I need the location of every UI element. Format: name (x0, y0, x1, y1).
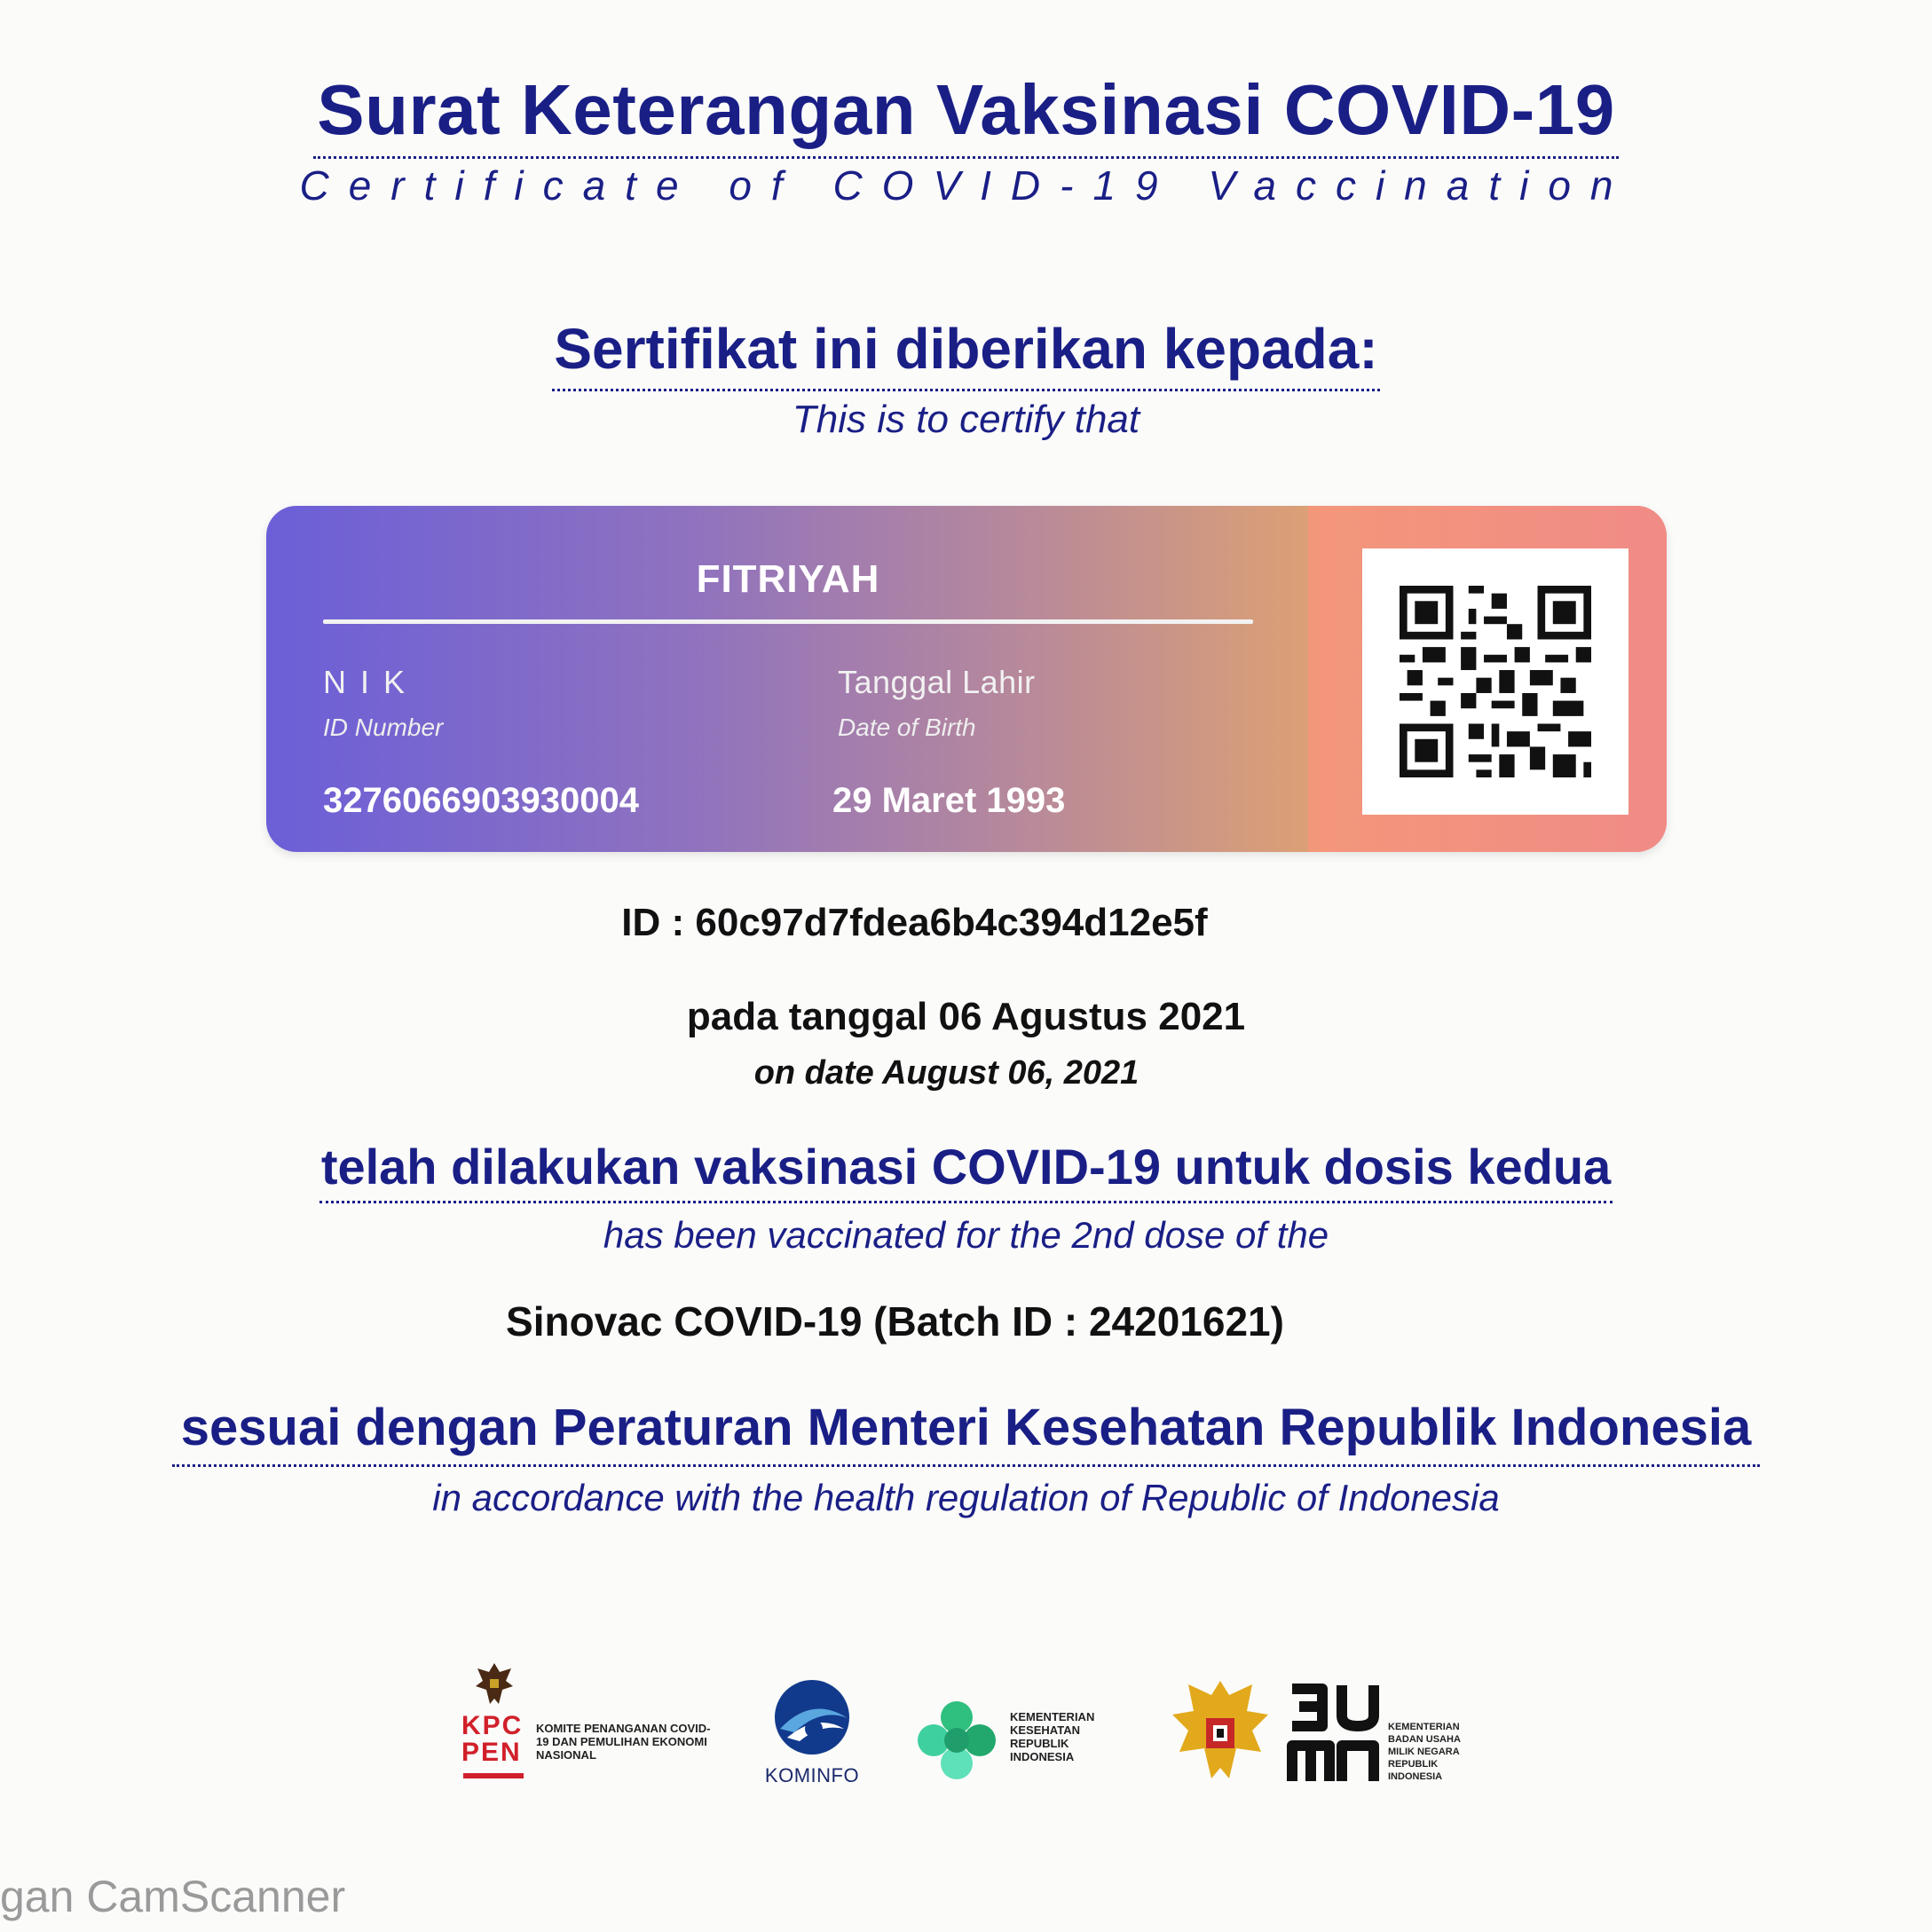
kemenkes-logo (914, 1691, 1118, 1788)
certificate-subtitle: Certificate of COVID-19 Vaccination (299, 162, 1633, 209)
vaccination-date-en: on date August 06, 2021 (753, 1054, 1139, 1092)
kpcpen-underline (463, 1773, 524, 1778)
bumn-text: KEMENTERIAN BADAN USAHA MILIK NEGARA REPUBLIK INDONESIA (1388, 1722, 1461, 1782)
kominfo-text: KOMINFO (764, 1764, 860, 1786)
holder-name: FITRIYAH (696, 557, 880, 601)
vaccination-statement: telah dilakukan vaksinasi COVID-19 untuk dosis kedua (319, 1138, 1613, 1203)
identity-card (266, 506, 1667, 852)
nik-label: N I K (323, 664, 408, 700)
dob-label: Tanggal Lahir (838, 664, 1036, 700)
kpcpen-text: KOMITE PENANGANAN COVID-19 DAN PEMULIHAN EKONOMI NASIONAL (536, 1722, 711, 1762)
bumn-icon (1287, 1682, 1384, 1785)
vaccine-batch: Sinovac COVID-19 (Batch ID : 24201621) (506, 1298, 1284, 1345)
dob-label-en: Date of Birth (838, 714, 976, 741)
dob-value: 29 Maret 1993 (832, 781, 1066, 820)
certify-heading: Sertifikat ini diberikan kepada: (552, 316, 1379, 391)
certify-heading-en: This is to certify that (792, 398, 1140, 441)
kemenkes-text: KEMENTERIAN KESEHATAN REPUBLIK INDONESIA (1010, 1710, 1095, 1763)
vaccination-date: pada tanggal 06 Agustus 2021 (686, 995, 1246, 1038)
kpcpen-logo (461, 1660, 719, 1793)
nik-value: 3276066903930004 (323, 781, 639, 820)
qr-code-frame (1362, 548, 1628, 815)
name-divider (323, 619, 1253, 624)
scanner-watermark: gan CamScanner (0, 1872, 346, 1921)
vaccination-statement-en: has been vaccinated for the 2nd dose of the (603, 1214, 1329, 1256)
kpcpen-mark: KPC PEN (461, 1711, 524, 1767)
kominfo-icon (768, 1677, 856, 1757)
certificate-id: ID : 60c97d7fdea6b4c394d12e5f (621, 901, 1208, 944)
kominfo-logo (759, 1677, 865, 1793)
regulation-statement-wrap (0, 1398, 1932, 1467)
certificate-title: Surat Keterangan Vaksinasi COVID-19 (313, 69, 1619, 159)
bumn-logo (1287, 1682, 1482, 1788)
regulation-statement-en: in accordance with the health regulation of Republic of Indonesia (432, 1477, 1500, 1518)
kemenkes-icon (914, 1698, 999, 1783)
regulation-statement: sesuai dengan Peraturan Menteri Kesehatan Republik Indonesia (172, 1398, 1760, 1467)
certificate-title-wrap (0, 69, 1932, 159)
certify-heading-wrap (0, 316, 1932, 391)
garuda-logo (1167, 1676, 1274, 1791)
qr-code-icon (1400, 586, 1591, 777)
garuda-small-icon (472, 1660, 517, 1707)
nik-label-en: ID Number (323, 714, 444, 741)
vaccination-statement-wrap (0, 1138, 1932, 1203)
garuda-pancasila-icon (1167, 1676, 1274, 1791)
